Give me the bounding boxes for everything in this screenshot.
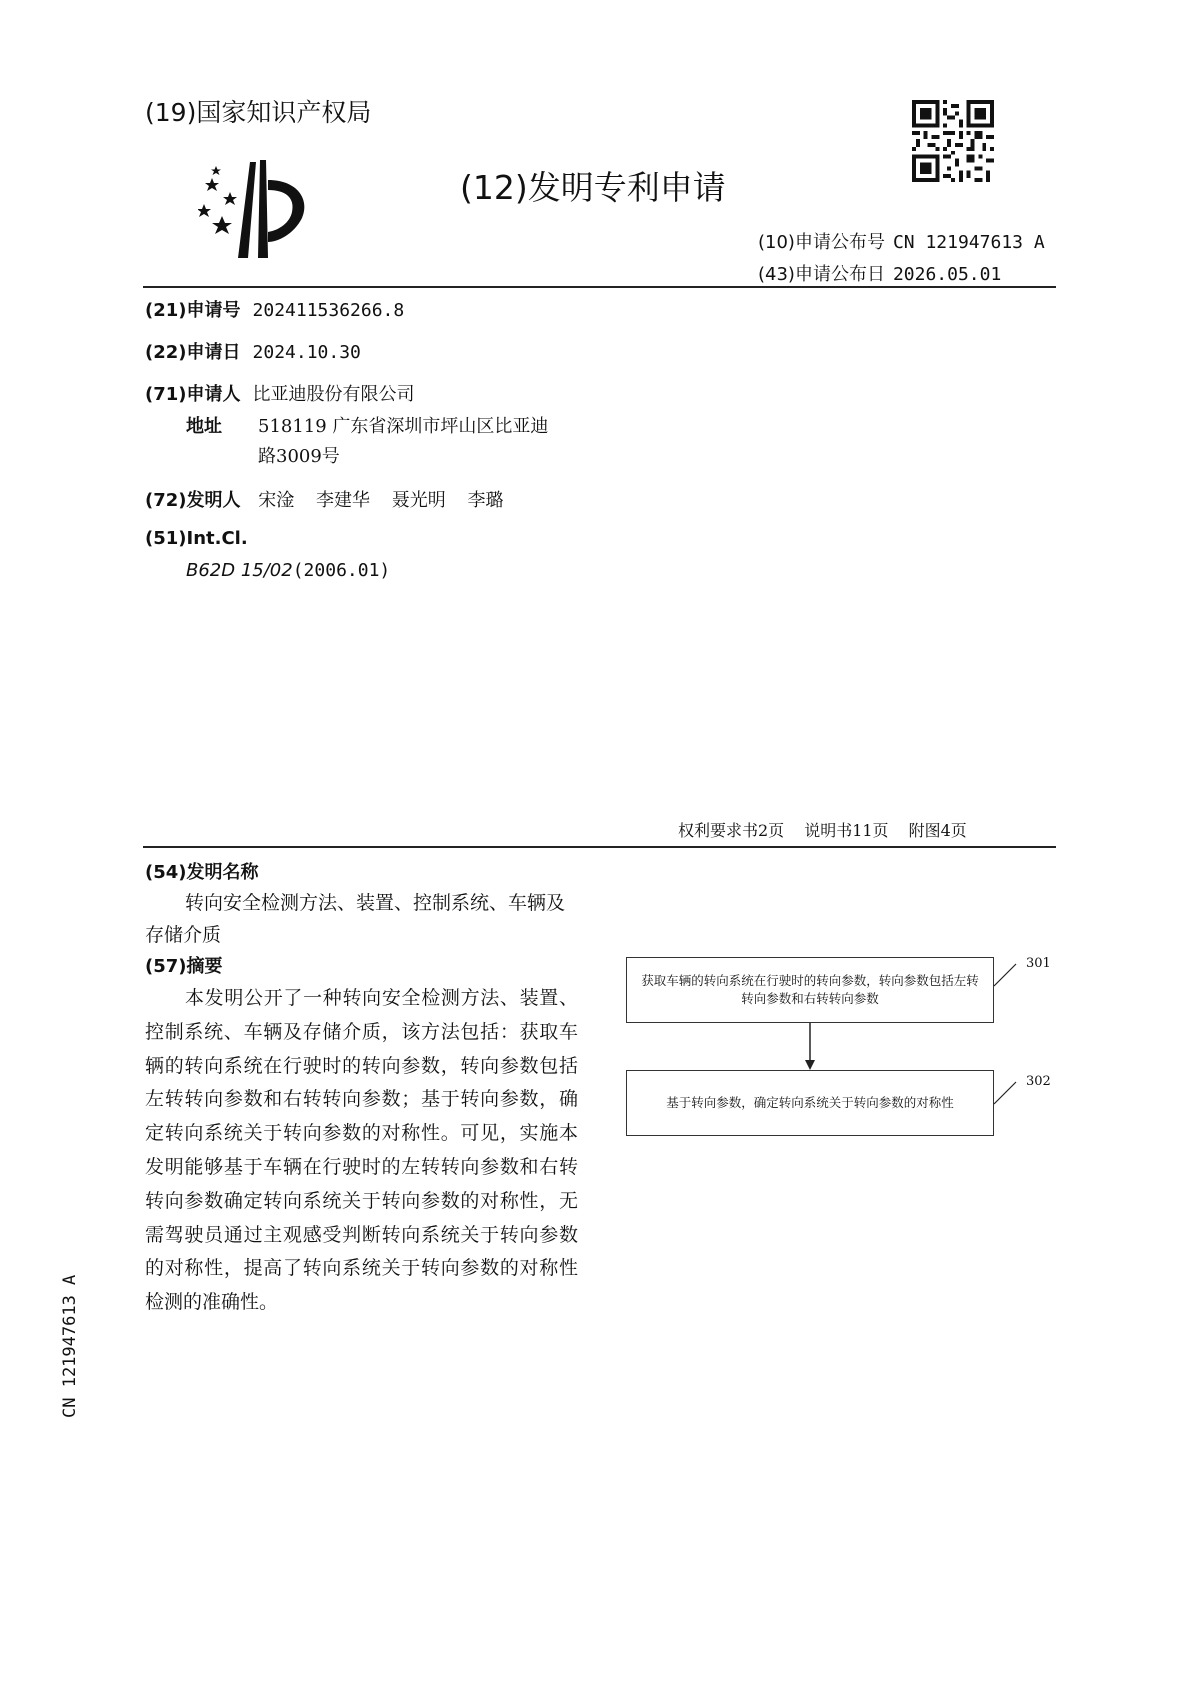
abstract-text: 本发明公开了一种转向安全检测方法、装置、控制系统、车辆及存储介质，该方法包括：获取车辆的转向系统在行驶时的转向参数，转向参数包括左转转向参数和右转转向参数；基于转向参数，确定转向系统关于转向参数的对称性。可见，实施本发明能够基于车辆在行驶时的左转转向参数和右转转向参数确定转向系统关于转向参数的对称性，无需驾驶员通过主观感受判断转向系统关于转向参数的对称性，提高了转向系统关于转向参数的对称性检测的准确性。 [145,987,578,1314]
applicant-label: (71)申请人 [145,384,241,405]
qr-code [912,100,994,182]
inventor-name: 李璐 [467,490,504,511]
description-page-count: 说明书11页 [804,821,889,840]
address-line-2: 路3009号 [258,446,340,467]
page-counts [678,818,987,841]
publication-date: 2026.05.01 [892,264,1002,285]
ipc-code: B62D 15/02 [186,560,293,581]
application-number-row [145,296,404,322]
publication-date-label: (43)申请公布日 [758,264,885,285]
applicant-row [145,380,415,406]
drawings-page-count: 附图4页 [908,821,967,840]
ref-leader-301 [994,964,1016,986]
publication-number-row [758,228,1045,254]
publication-number: CN 121947613 A [892,232,1045,253]
document-type-title: (12)发明专利申请 [460,168,726,207]
inventor-name: 李建华 [315,490,370,511]
flowchart-step-301-text: 获取车辆的转向系统在行驶时的转向参数，转向参数包括左转转向参数和右转转向参数 [641,973,979,1006]
ref-label-301: 301 [1026,956,1051,971]
invention-title-label: (54)发明名称 [145,862,259,883]
ipc-classification [186,560,390,581]
ipc-label: (51)Int.Cl. [145,528,248,549]
flowchart-step-301 [626,957,994,1023]
application-number: 202411536266.8 [252,300,405,321]
claims-page-count: 权利要求书2页 [678,821,785,840]
side-publication-number: CN 121947613 A [60,1274,80,1418]
cnipa-emblem-logo [198,160,316,260]
header-divider [143,286,1056,288]
flowchart-step-302 [626,1070,994,1136]
address-label: 地址 [186,416,222,437]
inventor-name: 宋淦 [258,490,295,511]
issuing-office: (19)国家知识产权局 [145,98,372,127]
ipc-label-row [145,528,248,549]
abstract-label: (57)摘要 [145,956,223,977]
inventor-name: 聂光明 [391,490,446,511]
invention-title-line-2: 存储介质 [145,924,222,946]
application-date: 2024.10.30 [252,342,361,363]
inventors-row [145,486,503,512]
applicant-name: 比亚迪股份有限公司 [252,384,415,405]
section-divider [143,846,1056,848]
ref-leader-302 [994,1082,1016,1104]
ref-label-302: 302 [1026,1074,1051,1089]
inventors-label: (72)发明人 [145,490,241,511]
address-line-1: 518119 广东省深圳市坪山区比亚迪 [258,416,549,437]
flowchart-arrowhead [805,1060,815,1070]
publication-number-label: (10)申请公布号 [758,232,885,253]
flowchart-step-302-text: 基于转向参数，确定转向系统关于转向参数的对称性 [666,1095,954,1110]
application-number-label: (21)申请号 [145,300,241,321]
publication-date-row [758,260,1001,286]
application-date-label: (22)申请日 [145,342,241,363]
ipc-version: (2006.01) [292,560,391,581]
application-date-row [145,338,361,364]
invention-title-line-1: 转向安全检测方法、装置、控制系统、车辆及 [185,892,566,914]
